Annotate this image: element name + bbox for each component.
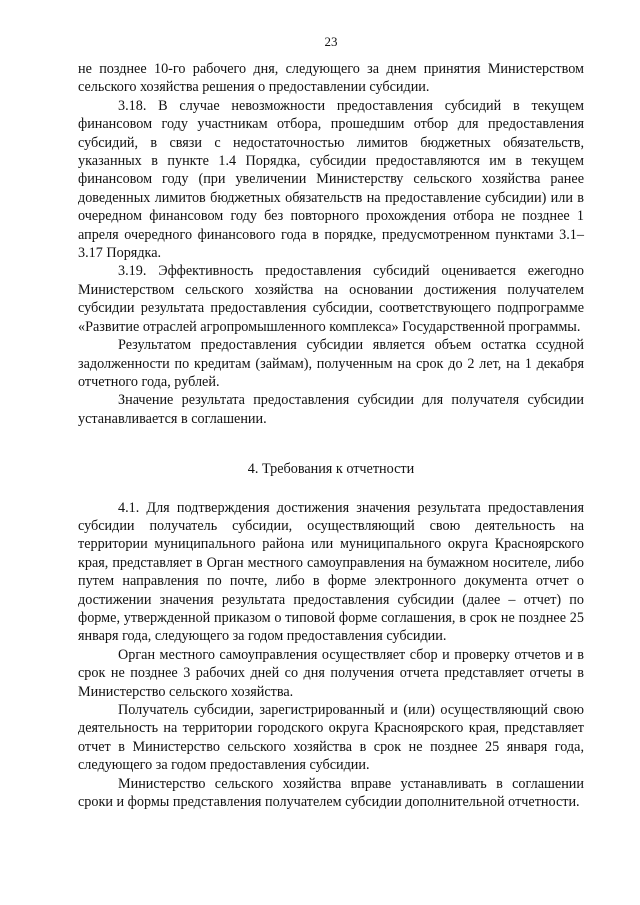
paragraph-result: Результатом предоставления субсидии является объем остатка ссудной задолженности по кредитам (займам), полученным на срок до 2 лет, на 1 декабря отчетного года, рублей. [78, 337, 584, 390]
section-heading: 4. Требования к отчетности [247, 461, 415, 478]
paragraph-result-value: Значение результата предоставления субсидии для получателя субсидии устанавливается в соглашении. [78, 392, 584, 427]
paragraph-local-authority: Орган местного самоуправления осуществляет сбор и проверку отчетов и в срок не позднее 3 рабочих дней со дня получения отчета представляет отчеты в Министерство сельского хозяйства. [78, 646, 584, 700]
paragraph-continuation: не позднее 10-го рабочего дня, следующего за днем принятия Министерством сельского хозяйства решения о предоставлении субсидии. [78, 61, 584, 96]
paragraph-3-18: 3.18. В случае невозможности предоставления субсидий в текущем финансовом году участникам отбора, прошедшим отбор для предоставления субсидий, в связи с недостаточностью лимитов бюджетных обязательств, указанных в пункте 1.4 Порядка, субсидии предоставляются им в текущем финансовом году (при увеличении Министерству сельского хозяйства ранее доведенных лимитов бюджетных обязательств на предоставление субсидии) или в очередном финансовом году без повторного прохождения отбора не позднее 1 апреля очередного финансового года в порядке, предусмотренном пунктами 3.1–3.17 Порядка. [78, 97, 584, 262]
paragraph-city-district: Получатель субсидии, зарегистрированный и (или) осуществляющий свою деятельность на территории городского округа Красноярского края, представляет отчет в Министерство сельского хозяйства в срок не позднее 25 января года, следующего за годом предоставления субсидии. [78, 702, 584, 774]
paragraph-3-19: 3.19. Эффективность предоставления субсидий оценивается ежегодно Министерством сельского хозяйства на основании достижения получателем субсидии результата предоставления субсидии, соответствующего подпрограмме «Развитие отраслей агропромышленного комплекса» Государственной программы. [78, 263, 584, 335]
paragraph-4-1: 4.1. Для подтверждения достижения значения результата предоставления субсидии получатель субсидии, осуществляющий свою деятельность на территории муниципального района или муниципального округа Красноярского края, представляет в Орган местного самоуправления на бумажном носителе, либо путем направления по почте, либо в форме электронного документа отчет о достижении значения результата предоставления субсидии (далее – отчет) по форме, утвержденной приказом о типовой форме соглашения, в срок не позднее 25 января года, следующего за годом предоставления субсидии. [78, 499, 584, 645]
page-number: 23 [324, 34, 338, 49]
paragraph-additional-reporting: Министерство сельского хозяйства вправе устанавливать в соглашении сроки и формы представления получателем субсидии дополнительной отчетности. [78, 775, 584, 811]
